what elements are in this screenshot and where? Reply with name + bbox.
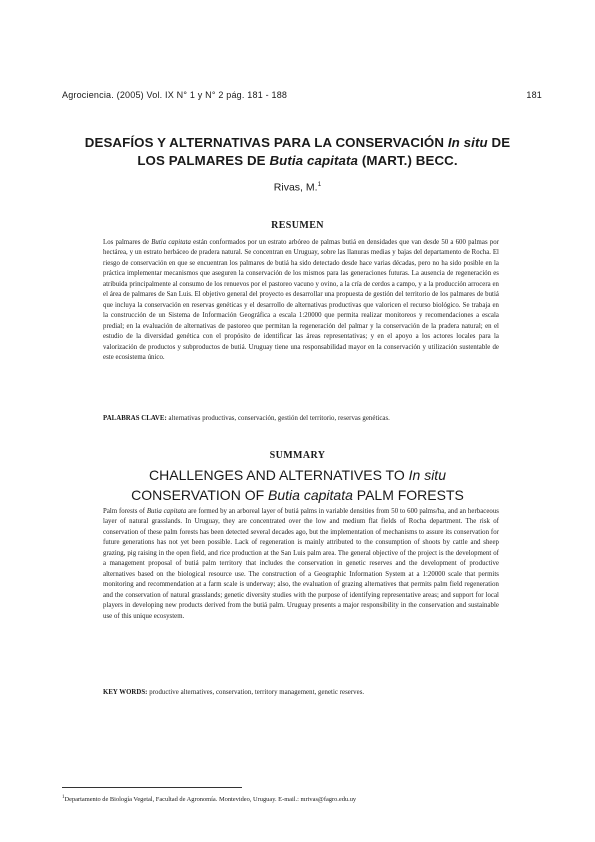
footnote (62, 793, 542, 804)
summary-title (0, 465, 595, 505)
article-title (50, 134, 545, 170)
resumen-keywords-label: PALABRAS CLAVE: (103, 415, 167, 422)
author-line (0, 181, 595, 194)
page-number: 181 (526, 90, 542, 100)
resumen-keywords-text: alternativas productivas, conservación, gestión del territorio, reservas genéticas. (166, 415, 390, 422)
summary-title-line-1 (0, 465, 595, 485)
title-line-2-end: (MART.) BECC. (358, 153, 458, 168)
title-line-1-end: DE (487, 135, 511, 150)
running-header (62, 90, 542, 102)
footnote-mark: 1 (62, 795, 65, 800)
title-line-2-text: LOS PALMARES DE (137, 153, 270, 168)
summary-keywords-label: KEY WORDS: (103, 689, 148, 696)
summary-paragraph (103, 507, 499, 622)
resumen-keywords (103, 414, 499, 424)
journal-citation: Agrociencia. (2005) Vol. IX N° 1 y N° 2 pág. 181 - 188 (62, 90, 288, 100)
resumen-text-start: Los palmares de (103, 239, 152, 246)
summary-species-name: Butia capitata (146, 508, 187, 515)
summary-title-line-2-text: CONSERVATION OF (131, 487, 269, 503)
summary-title-italic: In situ (408, 467, 446, 483)
summary-keywords-text: productive alternatives, conservation, territory management, genetic reserves. (147, 689, 365, 696)
summary-heading: SUMMARY (269, 450, 326, 461)
summary-title-line-1-text: CHALLENGES AND ALTERNATIVES TO (149, 467, 409, 483)
summary-title-line-2-end: PALM FORESTS (352, 487, 464, 503)
summary-text-start: Palm forests of (103, 508, 147, 515)
title-species-name: Butia capitata (269, 153, 359, 168)
summary-text-body: are formed by an arboreal layer of butiá palms in variable densities from 50 to 600 palms/ha, and an herbaceous layer of natural grasslands. In Uruguay, they are concentrated over the low and medium flat fields of Rocha department. The risk of conservation of these palm forests has been detected several decades ago, but the implementation of mechanisms to assure its conservation for future generations has not yet been possible. Lack of regeneration is mainly attributed to the consumption of shoots by cattle and sheep grazing, pig raising in the open field, and rice production at the San Luis palm area. The general objective of the project is the development of a management proposal of butiá palm territory that includes the conservation in genetic reserves and the development of productive alternatives based on the biological resource use. The construction of a Geographic Information System at a 1:20000 scale that permits monitoring and recommendation at a farm scale is underway; also, the evaluation of grazing alternatives that permits palm field regeneration and the conservation of natural grasslands; genetic diversity studies with the purpose of identifying representative areas; and support for local players in developing new products derived from the butiá palm. Uruguay presents a major responsibility in the conservation and sustainable use of this unique ecosystem. (103, 508, 499, 620)
resumen-species-name: Butia capitata (151, 239, 191, 246)
author-affiliation-mark: 1 (317, 181, 322, 188)
summary-keywords (103, 688, 499, 698)
author-name: Rivas, M. (273, 181, 318, 194)
resumen-heading: RESUMEN (271, 220, 324, 231)
title-line-1-text: DESAFÍOS Y ALTERNATIVAS PARA LA CONSERVACIÓN (84, 135, 448, 150)
summary-title-species-name: Butia capitata (268, 487, 353, 503)
title-line-2 (50, 152, 545, 170)
resumen-text-body: están conformados por un estrato arbóreo de palmas butiá en densidades que van desde 50 a 600 palmas por hectárea, y un estrato herbáceo de pradera natural. Se concentran en Uruguay, sobre las llanuras medias y bajas del departamento de Rocha. El riesgo de conservación en que se encuentran los palmares de butiá ha sido detectado desde hace varias décadas, pero no ha sido posible en la práctica implementar mecanismos que aseguren la conservación de los mismos para las generaciones futuras. La ausencia de regeneración es atribuida principalmente al consumo de los renuevos por el pastoreo vacuno y ovino, a la cría de cerdos a campo, y a la producción arrocera en el área de palmares de San Luis. El objetivo general del proyecto es desarrollar una propuesta de gestión del territorio de los palmares de butiá que incluya la conservación en reservas genéticas y el desarrollo de alternativas productivas que valoricen el recurso biológico. Se trabaja en la construcción de un Sistema de Información Geográfica a escala 1:20000 que permita realizar monitoreos y recomendaciones a escala predial; en la evaluación de alternativas de pastoreo que permitan la regeneración del palmar y la conservación de la pradera natural; en el estudio de la diversidad genética con el propósito de identificar las áreas representativas; y en el apoyo a los actores locales para la valorización de productos y subproductos de butiá. Uruguay tiene una responsabilidad mayor en la conservación y utilización sustentable de este ecosistema único. (103, 239, 499, 361)
title-line-1-italic: In situ (447, 135, 488, 150)
footnote-divider (62, 787, 242, 788)
summary-title-line-2 (0, 485, 595, 505)
title-line-1 (50, 134, 545, 152)
footnote-text: Departamento de Biología Vegetal, Facultad de Agronomía. Montevideo, Uruguay. E-mail.: mrivas@fagro.edu.uy (64, 796, 357, 804)
resumen-paragraph (103, 238, 499, 363)
